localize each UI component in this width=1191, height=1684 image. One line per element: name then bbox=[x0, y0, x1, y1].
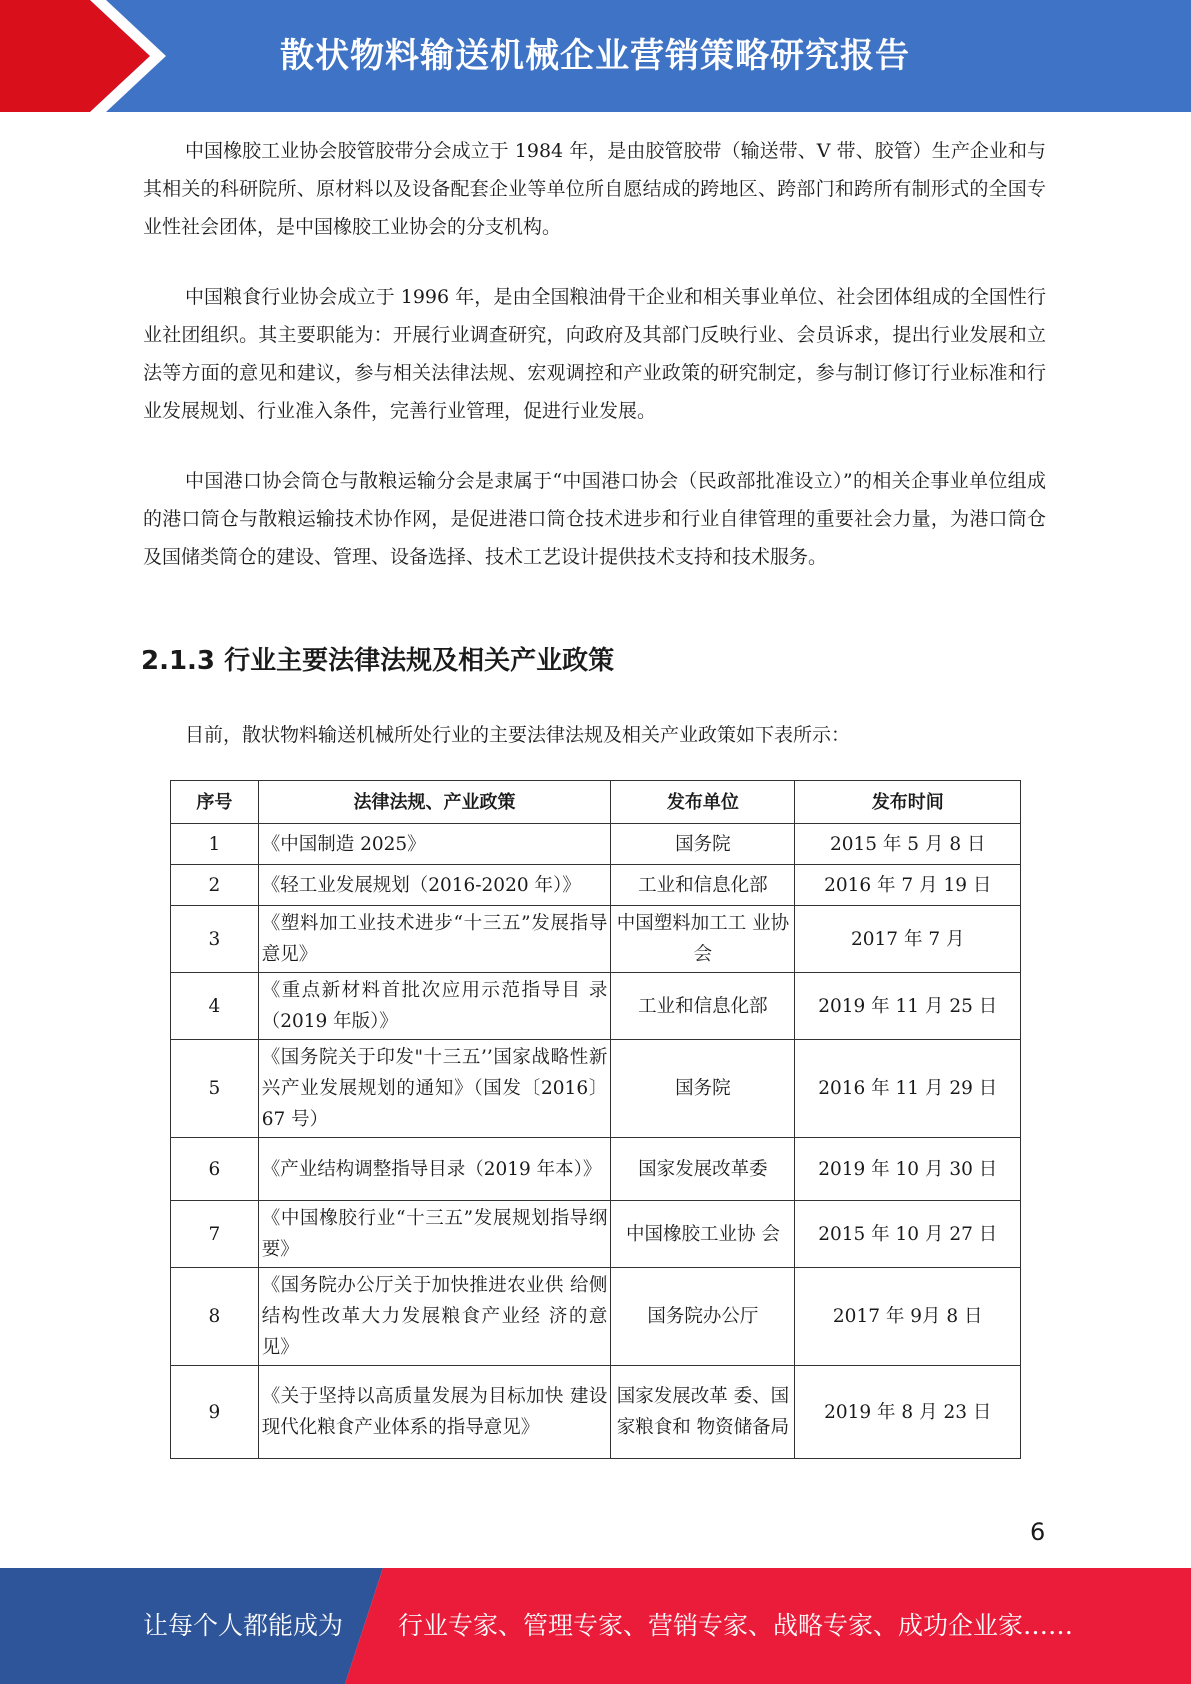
cell-law: 《轻工业发展规划（2016-2020 年）》 bbox=[258, 865, 611, 906]
report-title: 散状物料输送机械企业营销策略研究报告 bbox=[280, 36, 910, 76]
table-row bbox=[171, 1201, 1021, 1268]
cell-org: 中国橡胶工业协 会 bbox=[611, 1201, 795, 1268]
cell-date: 2019 年 10 月 30 日 bbox=[795, 1138, 1021, 1201]
cell-org: 工业和信息化部 bbox=[611, 865, 795, 906]
cell-seq: 7 bbox=[171, 1201, 259, 1268]
cell-law: 《中国橡胶行业“十三五”发展规划指导纲要》 bbox=[258, 1201, 611, 1268]
cell-seq: 2 bbox=[171, 865, 259, 906]
table-row bbox=[171, 973, 1021, 1040]
cell-date: 2019 年 11 月 25 日 bbox=[795, 973, 1021, 1040]
table-row bbox=[171, 1138, 1021, 1201]
header-org: 发布单位 bbox=[611, 781, 795, 824]
cell-seq: 9 bbox=[171, 1366, 259, 1459]
cell-org: 国家发展改革委 bbox=[611, 1138, 795, 1201]
table-row bbox=[171, 1366, 1021, 1459]
cell-law: 《国务院办公厅关于加快推进农业供 给侧结构性改革大力发展粮食产业经 济的意见》 bbox=[258, 1268, 611, 1366]
cell-org: 工业和信息化部 bbox=[611, 973, 795, 1040]
header-date: 发布时间 bbox=[795, 781, 1021, 824]
header-law: 法律法规、产业政策 bbox=[258, 781, 611, 824]
paragraph-grain-association: 中国粮食行业协会成立于 1996 年，是由全国粮油骨干企业和相关事业单位、社会团体组成的全国性行业社团组织。其主要职能为：开展行业调查研究，向政府及其部门反映行业、会员诉求，提出行业发展和立法等方面的意见和建议，参与相关法律法规、宏观调控和产业政策的研究制定，参与制订修订行业标准和行业发展规划、行业准入条件，完善行业管理，促进行业发展。 bbox=[143, 286, 1046, 422]
cell-org: 国家发展改革 委、国家粮食和 物资储备局 bbox=[611, 1366, 795, 1459]
cell-law: 《关于坚持以高质量发展为目标加快 建设现代化粮食产业体系的指导意见》 bbox=[258, 1366, 611, 1459]
cell-law: 《塑料加工业技术进步“十三五”发展指导意见》 bbox=[258, 906, 611, 973]
table-row bbox=[171, 865, 1021, 906]
paragraph-rubber-association: 中国橡胶工业协会胶管胶带分会成立于 1984 年，是由胶管胶带（输送带、V 带、胶管）生产企业和与其相关的科研院所、原材料以及设备配套企业等单位所自愿结成的跨地区、跨部门和跨所有制形式的全国专业性社会团体，是中国橡胶工业协会的分支机构。 bbox=[143, 140, 1046, 238]
table-row bbox=[171, 1268, 1021, 1366]
cell-seq: 6 bbox=[171, 1138, 259, 1201]
cell-law: 《重点新材料首批次应用示范指导目 录（2019 年版）》 bbox=[258, 973, 611, 1040]
cell-date: 2016 年 7 月 19 日 bbox=[795, 865, 1021, 906]
cell-seq: 8 bbox=[171, 1268, 259, 1366]
table-row bbox=[171, 824, 1021, 865]
cell-seq: 3 bbox=[171, 906, 259, 973]
cell-date: 2019 年 8 月 23 日 bbox=[795, 1366, 1021, 1459]
policy-table bbox=[170, 780, 1021, 1459]
cell-law: 《国务院关于印发"十三五’’国家战略性新兴产业发展规划的通知》（国发〔2016〕 67 号） bbox=[258, 1040, 611, 1138]
section-heading: 2.1.3 行业主要法律法规及相关产业政策 bbox=[141, 646, 615, 676]
header-seq: 序号 bbox=[171, 781, 259, 824]
cell-seq: 5 bbox=[171, 1040, 259, 1138]
cell-law: 《产业结构调整指导目录（2019 年本）》 bbox=[258, 1138, 611, 1201]
cell-org: 中国塑料加工工 业协会 bbox=[611, 906, 795, 973]
cell-date: 2017 年 9月 8 日 bbox=[795, 1268, 1021, 1366]
footer-slogan-left: 让每个人都能成为 bbox=[143, 1611, 344, 1640]
cell-seq: 1 bbox=[171, 824, 259, 865]
page-number: 6 bbox=[1030, 1518, 1046, 1546]
table-header-row bbox=[171, 781, 1021, 824]
cell-org: 国务院 bbox=[611, 824, 795, 865]
cell-law: 《中国制造 2025》 bbox=[258, 824, 611, 865]
cell-seq: 4 bbox=[171, 973, 259, 1040]
page-footer bbox=[0, 1568, 1191, 1684]
page-header bbox=[0, 0, 1191, 112]
cell-date: 2016 年 11 月 29 日 bbox=[795, 1040, 1021, 1138]
table-row bbox=[171, 906, 1021, 973]
cell-date: 2015 年 5 月 8 日 bbox=[795, 824, 1021, 865]
footer-slogan-right: 行业专家、管理专家、营销专家、战略专家、成功企业家…… bbox=[398, 1611, 1074, 1640]
cell-org: 国务院办公厅 bbox=[611, 1268, 795, 1366]
table-intro: 目前，散状物料输送机械所处行业的主要法律法规及相关产业政策如下表所示： bbox=[185, 724, 851, 746]
cell-date: 2015 年 10 月 27 日 bbox=[795, 1201, 1021, 1268]
table-row bbox=[171, 1040, 1021, 1138]
paragraph-port-association: 中国港口协会筒仓与散粮运输分会是隶属于“中国港口协会（民政部批准设立）”的相关企事业单位组成的港口筒仓与散粮运输技术协作网，是促进港口筒仓技术进步和行业自律管理的重要社会力量，为港口筒仓及国储类筒仓的建设、管理、设备选择、技术工艺设计提供技术支持和技术服务。 bbox=[143, 470, 1046, 568]
cell-date: 2017 年 7 月 bbox=[795, 906, 1021, 973]
cell-org: 国务院 bbox=[611, 1040, 795, 1138]
